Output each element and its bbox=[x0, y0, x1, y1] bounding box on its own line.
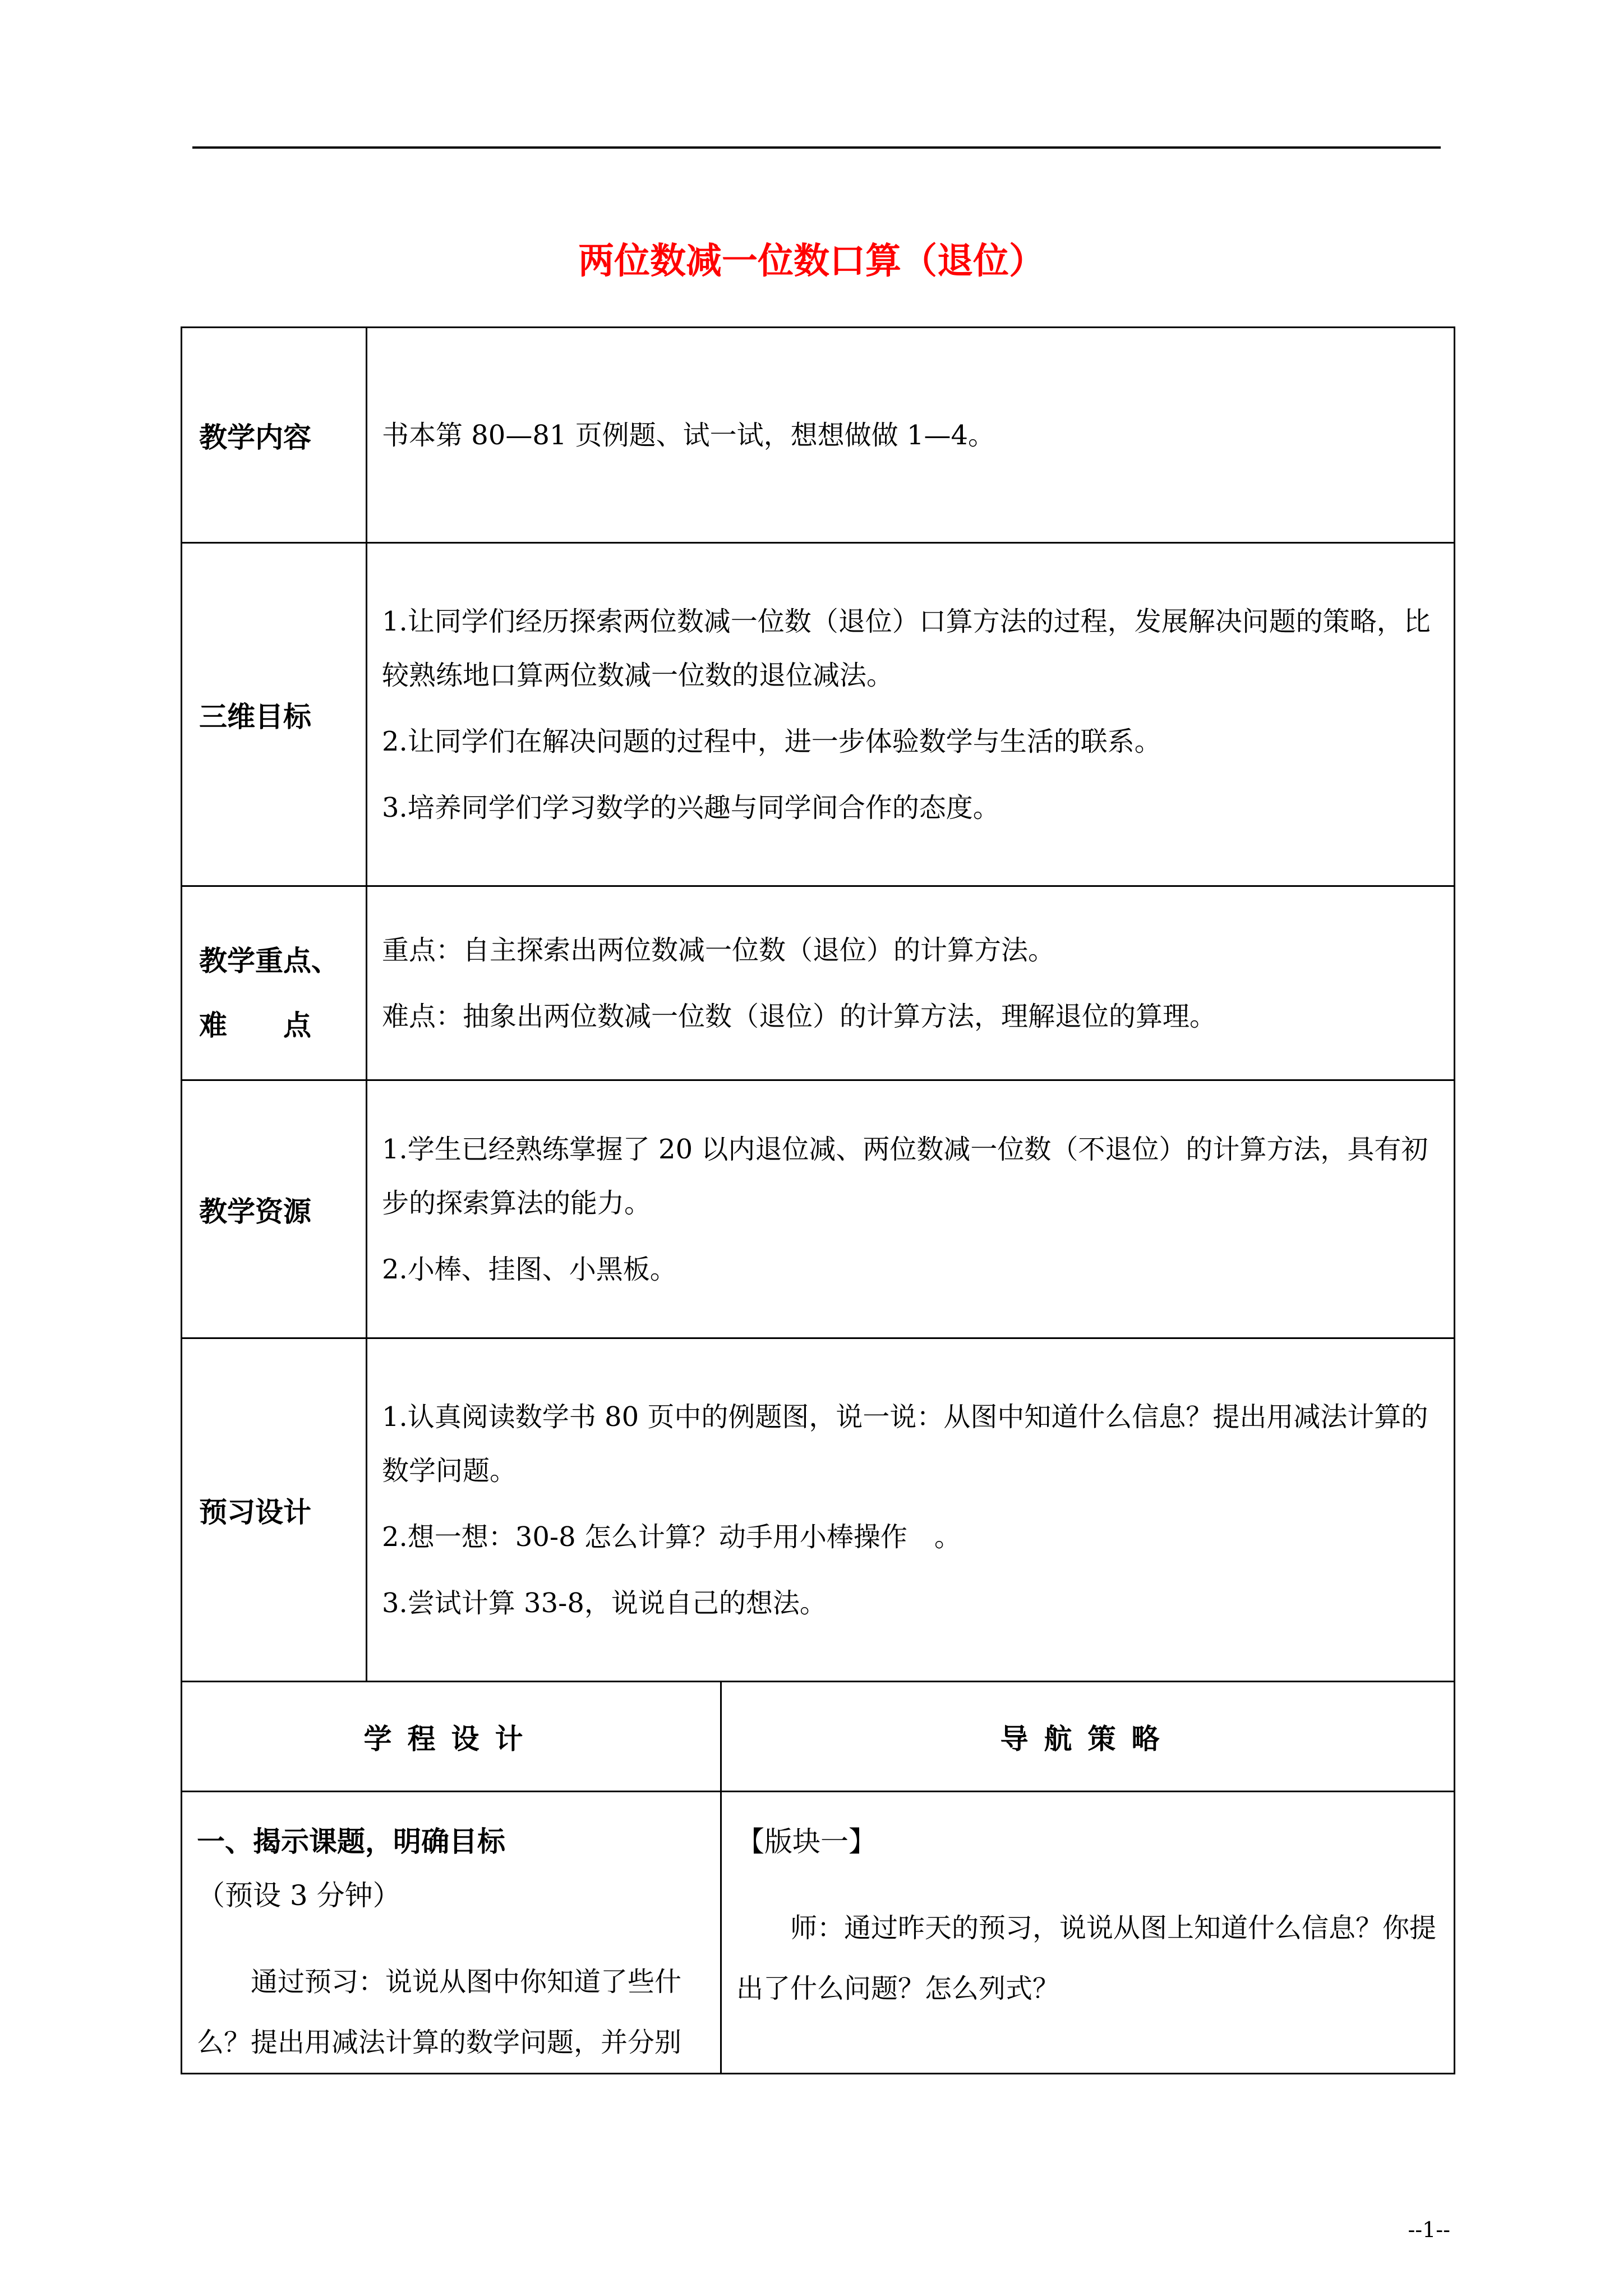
teacher-text: 师：通过昨天的预习，说说从图上知道什么信息？你提出了什么问题？怎么列式？ bbox=[736, 1912, 1437, 2004]
content-line: 2.想一想：30-8 怎么计算？动手用小棒操作 。 bbox=[382, 1521, 961, 1553]
row-content-key-points bbox=[367, 886, 1455, 1080]
content-line: 难点：抽象出两位数减一位数（退位）的计算方法，理解退位的算理。 bbox=[382, 1000, 1217, 1032]
row-label-objectives: 三维目标 bbox=[182, 543, 367, 886]
section-1-heading-bold: 一、揭示课题，明确目标 bbox=[197, 1825, 505, 1858]
content-line: 1.认真阅读数学书 80 页中的例题图，说一说：从图中知道什么信息？提出用减法计算的数学问题。 bbox=[382, 1401, 1428, 1487]
page-number: --1-- bbox=[1408, 2217, 1450, 2242]
row-label-key-points bbox=[182, 886, 367, 1080]
section-1-text: 通过预习：说说从图中你知道了些什么？提出用减法计算的数学问题，并分别 bbox=[197, 1966, 682, 2058]
content-line: 书本第 80—81 页例题、试一试，想想做做 1—4。 bbox=[382, 419, 995, 451]
content-line: 1.让同学们经历探索两位数减一位数（退位）口算方法的过程，发展解决问题的策略，比较熟练地口算两位数减一位数的退位减法。 bbox=[382, 605, 1431, 691]
row-section-1 bbox=[182, 1792, 1455, 2074]
header-learning-design: 学程设计 bbox=[182, 1682, 721, 1792]
section-1-left bbox=[182, 1792, 721, 2074]
section-1-right bbox=[721, 1792, 1455, 2074]
header-navigation-strategy: 导航策略 bbox=[721, 1682, 1455, 1792]
row-key-points bbox=[182, 886, 1455, 1080]
row-label-teaching-content: 教学内容 bbox=[182, 328, 367, 543]
section-1-heading-note: （预设 3 分钟） bbox=[197, 1879, 401, 1912]
page-title: 两位数减一位数口算（退位） bbox=[578, 240, 1045, 282]
label-line: 难 点 bbox=[199, 1008, 311, 1042]
header-rule bbox=[192, 146, 1441, 149]
content-line: 重点：自主探索出两位数减一位数（退位）的计算方法。 bbox=[382, 934, 1055, 966]
row-content-objectives bbox=[367, 543, 1455, 886]
row-preview-design bbox=[182, 1338, 1455, 1682]
content-line: 3.尝试计算 33-8，说说自己的想法。 bbox=[382, 1587, 827, 1619]
row-design-header bbox=[182, 1682, 1455, 1792]
row-objectives bbox=[182, 543, 1455, 886]
row-content-resources bbox=[367, 1080, 1455, 1338]
row-label-preview-design: 预习设计 bbox=[182, 1338, 367, 1682]
content-line: 3.培养同学们学习数学的兴趣与同学间合作的态度。 bbox=[382, 792, 1000, 823]
row-content-teaching-content bbox=[367, 328, 1455, 543]
lesson-plan-table bbox=[181, 326, 1455, 2074]
content-line: 2.让同学们在解决问题的过程中，进一步体验数学与生活的联系。 bbox=[382, 725, 1161, 757]
section-1-heading bbox=[197, 1815, 706, 1922]
row-label-resources: 教学资源 bbox=[182, 1080, 367, 1338]
block-label: 【版块一】 bbox=[736, 1825, 877, 1858]
content-line: 1.学生已经熟练掌握了 20 以内退位减、两位数减一位数（不退位）的计算方法，具有初步的探索算法的能力。 bbox=[382, 1133, 1428, 1219]
row-teaching-content bbox=[182, 328, 1455, 543]
row-content-preview-design bbox=[367, 1338, 1455, 1682]
content-line: 2.小棒、挂图、小黑板。 bbox=[382, 1253, 677, 1285]
label-line: 教学重点、 bbox=[199, 944, 339, 977]
row-resources bbox=[182, 1080, 1455, 1338]
